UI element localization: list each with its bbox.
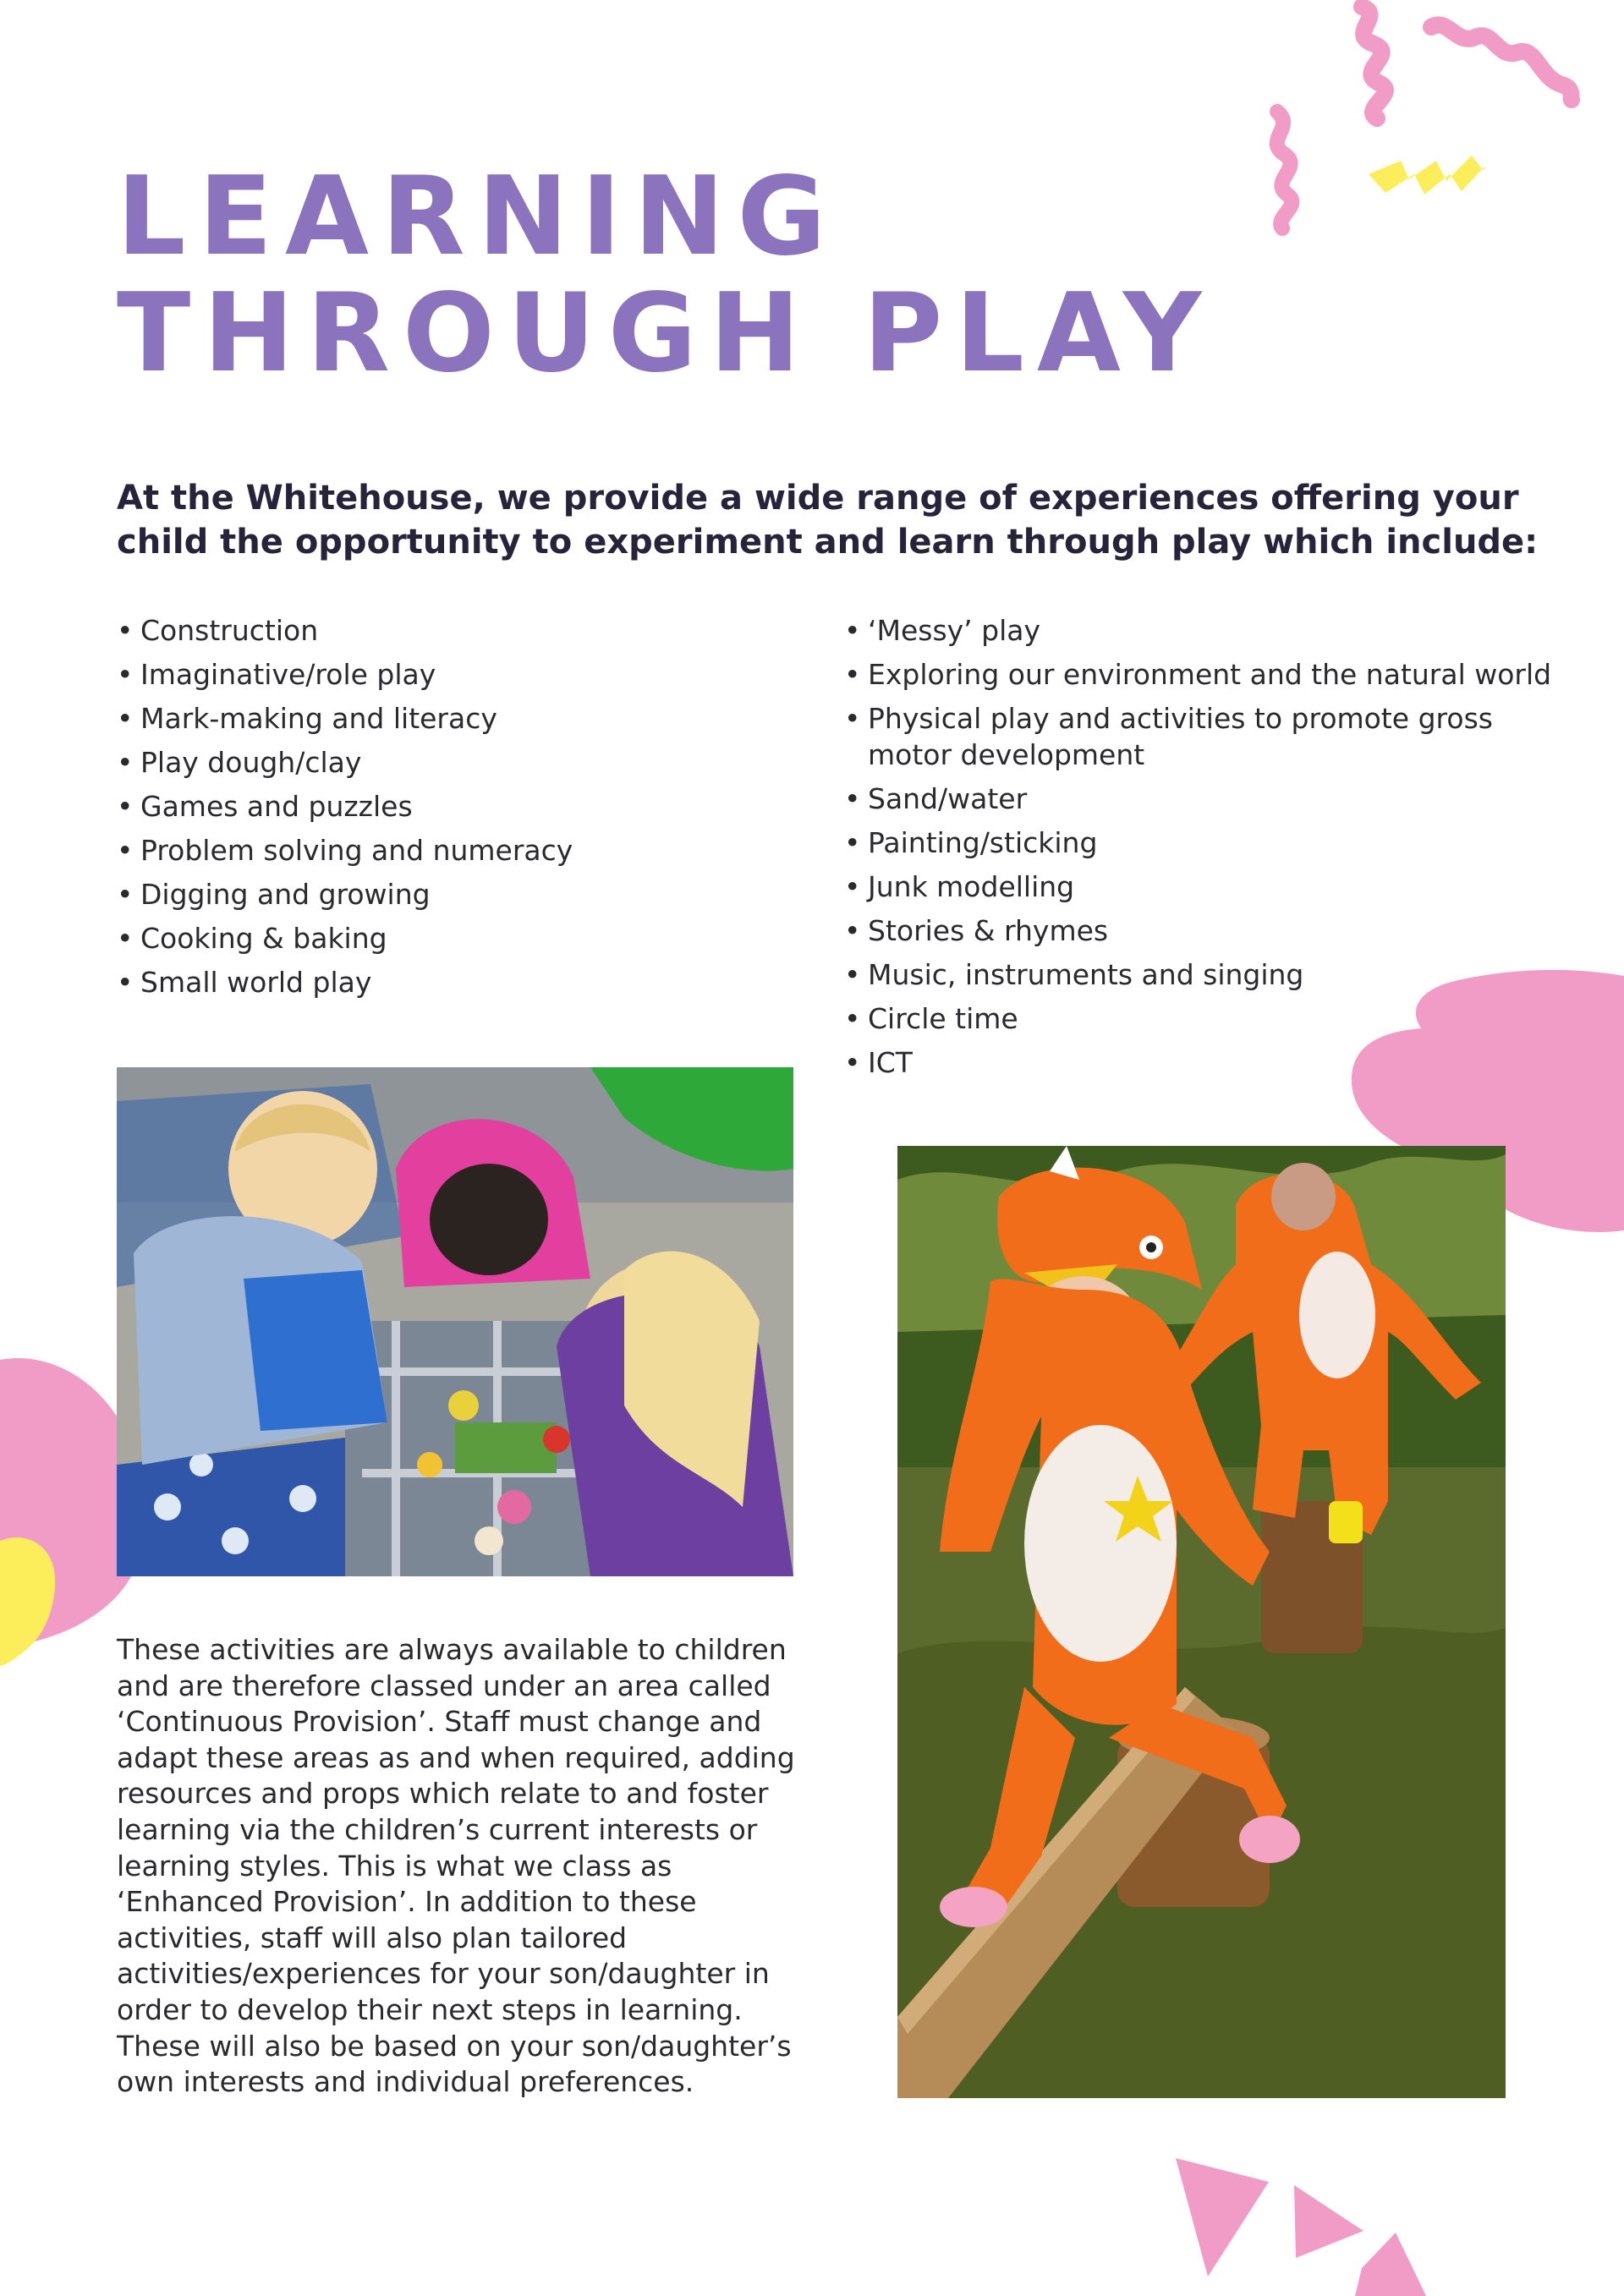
activity-list-left [117, 612, 793, 1008]
list-item: • ICT [844, 1044, 1572, 1081]
list-item: • Imaginative/role play [117, 656, 793, 693]
list-item: • Painting/sticking [844, 825, 1572, 861]
dinosaur-costume-photo [897, 1146, 1506, 2098]
title-line-1: LEARNING [117, 154, 839, 280]
body-paragraph: These activities are always available to children and are therefore classed under an area called ‘Continuous Provision’. Staff must change and adapt these areas as and when required, adding resources and props which relate to and foster learning via the children’s current interests or learning styles. This is what we class as ‘Enhanced Provision’. In addition to these activities, staff will also plan tailored activities/experiences for your son/daughter in order to develop their next steps in learning. These will also be based on your son/daughter’s own interests and individual preferences. [117, 1633, 795, 2099]
list-item: • Mark-making and literacy [117, 700, 793, 737]
activity-list-right [844, 612, 1572, 1088]
list-item: • Sand/water [844, 781, 1572, 817]
list-item: • Exploring our environment and the natural world [844, 656, 1572, 693]
list-item: • Digging and growing [117, 876, 793, 912]
children-playing-photo [117, 1067, 793, 1576]
list-item: • Small world play [117, 964, 793, 1000]
list-item: • Cooking & baking [117, 920, 793, 956]
list-item: • Games and puzzles [117, 788, 793, 825]
list-item: • Circle time [844, 1000, 1572, 1037]
list-item: • Construction [117, 612, 793, 649]
title-line-2: THROUGH PLAY [117, 271, 1215, 397]
list-item: • ‘Messy’ play [844, 612, 1572, 649]
list-item: • Problem solving and numeracy [117, 832, 793, 869]
confetti-decoration [1235, 0, 1590, 254]
list-item: • Junk modelling [844, 869, 1572, 905]
list-item: • Physical play and activities to promote gross motor development [844, 700, 1511, 773]
list-item: • Play dough/clay [117, 744, 793, 781]
list-item: • Music, instruments and singing [844, 956, 1572, 993]
intro-text: At the Whitehouse, we provide a wide range of experiences offering your child the opportunity to experiment and learn through play which include: [117, 479, 1539, 562]
triangle-decoration [1167, 2148, 1522, 2296]
list-item: • Stories & rhymes [844, 912, 1572, 949]
page-title [117, 154, 1215, 397]
